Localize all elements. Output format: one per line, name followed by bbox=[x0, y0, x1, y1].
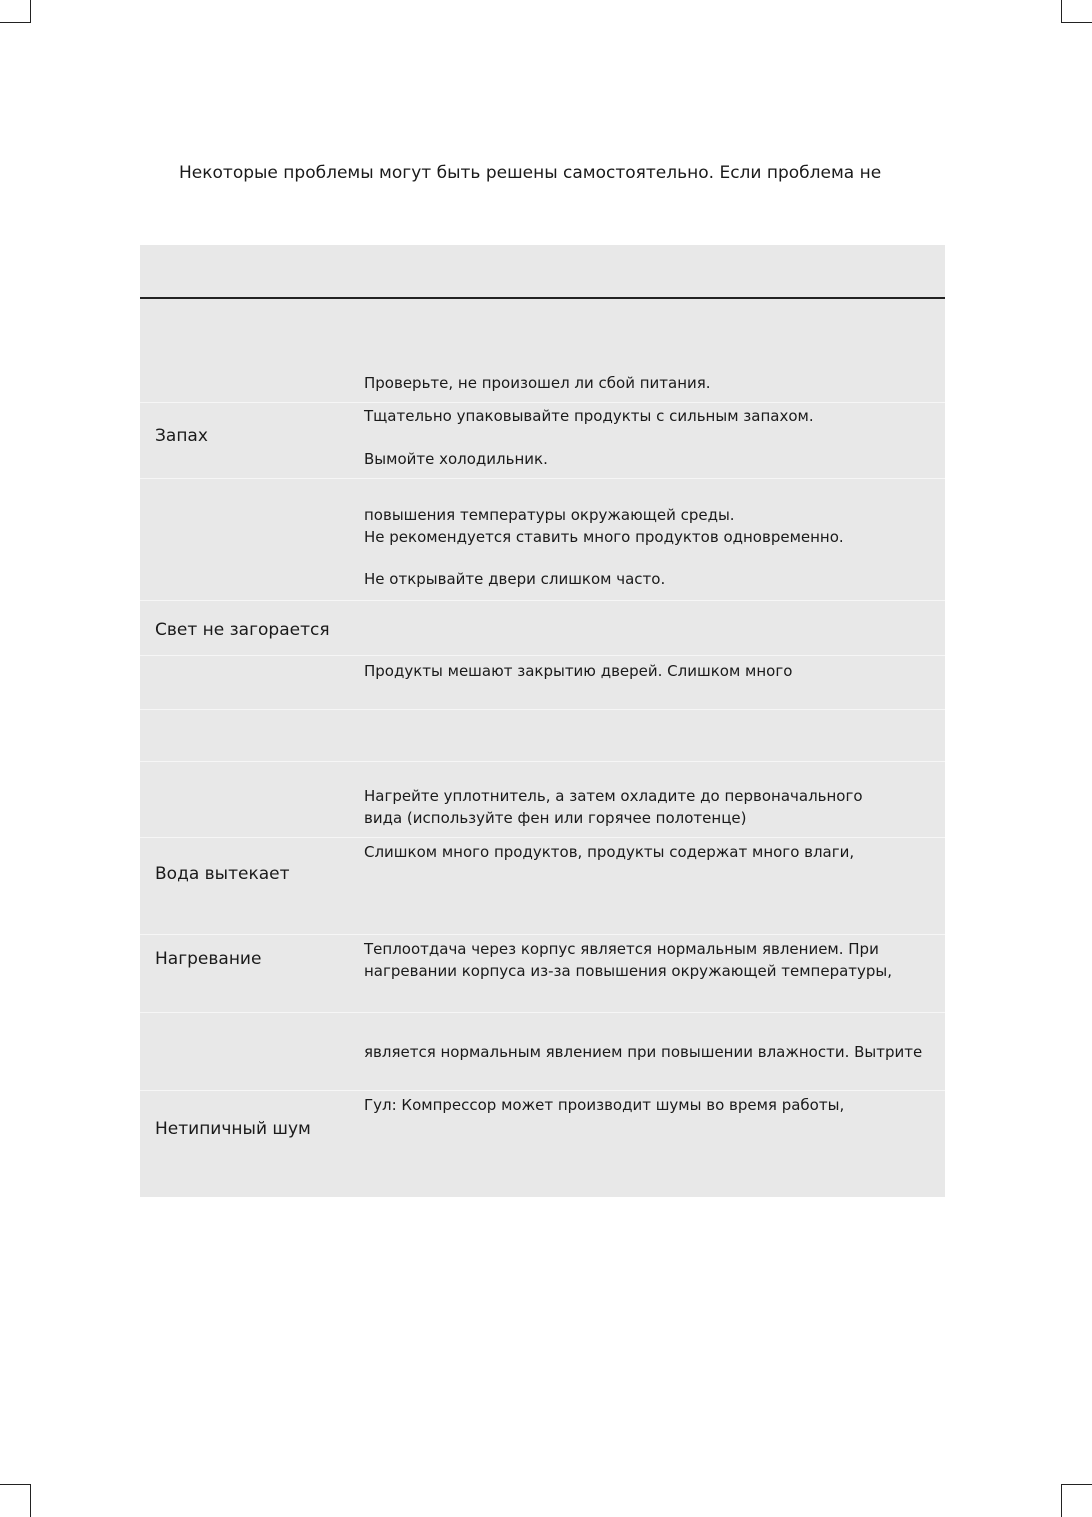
table-row bbox=[140, 299, 945, 403]
problem-cell: Свет не загорается bbox=[155, 620, 330, 640]
solution-cell bbox=[364, 1095, 844, 1117]
problem-cell: Нагревание bbox=[155, 949, 262, 969]
solution-line: вида (используйте фен или горячее полотенце) bbox=[364, 808, 747, 827]
solution-cell bbox=[364, 939, 892, 982]
crop-mark-bottom-right bbox=[1061, 1484, 1092, 1517]
crop-mark-bottom-left bbox=[0, 1484, 31, 1517]
solution-cell bbox=[364, 505, 844, 591]
solution-line: Гул: Компрессор может производит шумы во время работы, bbox=[364, 1096, 845, 1114]
crop-mark-top-left bbox=[0, 0, 31, 23]
table-row bbox=[140, 838, 945, 935]
solution-line: Теплоотдача через корпус является нормальным явлением. При bbox=[364, 940, 879, 958]
solution-cell bbox=[364, 661, 792, 683]
solution-cell bbox=[364, 786, 863, 829]
problem-cell: Вода вытекает bbox=[155, 864, 290, 884]
solution-line: повышения температуры окружающей среды. bbox=[364, 506, 735, 524]
solution-cell bbox=[364, 842, 854, 864]
table-row bbox=[140, 1013, 945, 1091]
solution-line: является нормальным явлением при повышении влажности. Вытрите bbox=[364, 1043, 923, 1061]
solution-cell bbox=[364, 406, 814, 470]
solution-line: Вымойте холодильник. bbox=[364, 449, 548, 468]
crop-mark-top-right bbox=[1061, 0, 1092, 23]
problem-cell: Запах bbox=[155, 426, 208, 446]
intro-paragraph: Некоторые проблемы могут быть решены самостоятельно. Если проблема не bbox=[179, 163, 882, 183]
table-row bbox=[140, 403, 945, 479]
solution-cell bbox=[364, 1042, 922, 1064]
table-row bbox=[140, 762, 945, 838]
table-row bbox=[140, 1091, 945, 1197]
table-row bbox=[140, 479, 945, 601]
solution-line: Не открывайте двери слишком часто. bbox=[364, 570, 666, 588]
problem-cell: Нетипичный шум bbox=[155, 1119, 311, 1139]
solution-line: Продукты мешают закрытию дверей. Слишком много bbox=[364, 662, 793, 680]
table-row bbox=[140, 935, 945, 1013]
table-row bbox=[140, 601, 945, 656]
solution-line: Тщательно упаковывайте продукты с сильным запахом. bbox=[364, 407, 814, 425]
troubleshooting-table bbox=[140, 245, 945, 1197]
solution-line: Не рекомендуется ставить много продуктов одновременно. bbox=[364, 527, 844, 546]
table-row bbox=[140, 710, 945, 762]
solution-line: Нагрейте уплотнитель, а затем охладите до первоначального bbox=[364, 787, 863, 805]
table-row bbox=[140, 656, 945, 710]
solution-cell bbox=[364, 373, 711, 395]
solution-line: Проверьте, не произошел ли сбой питания. bbox=[364, 374, 711, 392]
solution-line: Слишком много продуктов, продукты содержат много влаги, bbox=[364, 843, 855, 861]
solution-line: нагревании корпуса из-за повышения окружающей температуры, bbox=[364, 961, 893, 980]
table-header bbox=[140, 245, 945, 299]
